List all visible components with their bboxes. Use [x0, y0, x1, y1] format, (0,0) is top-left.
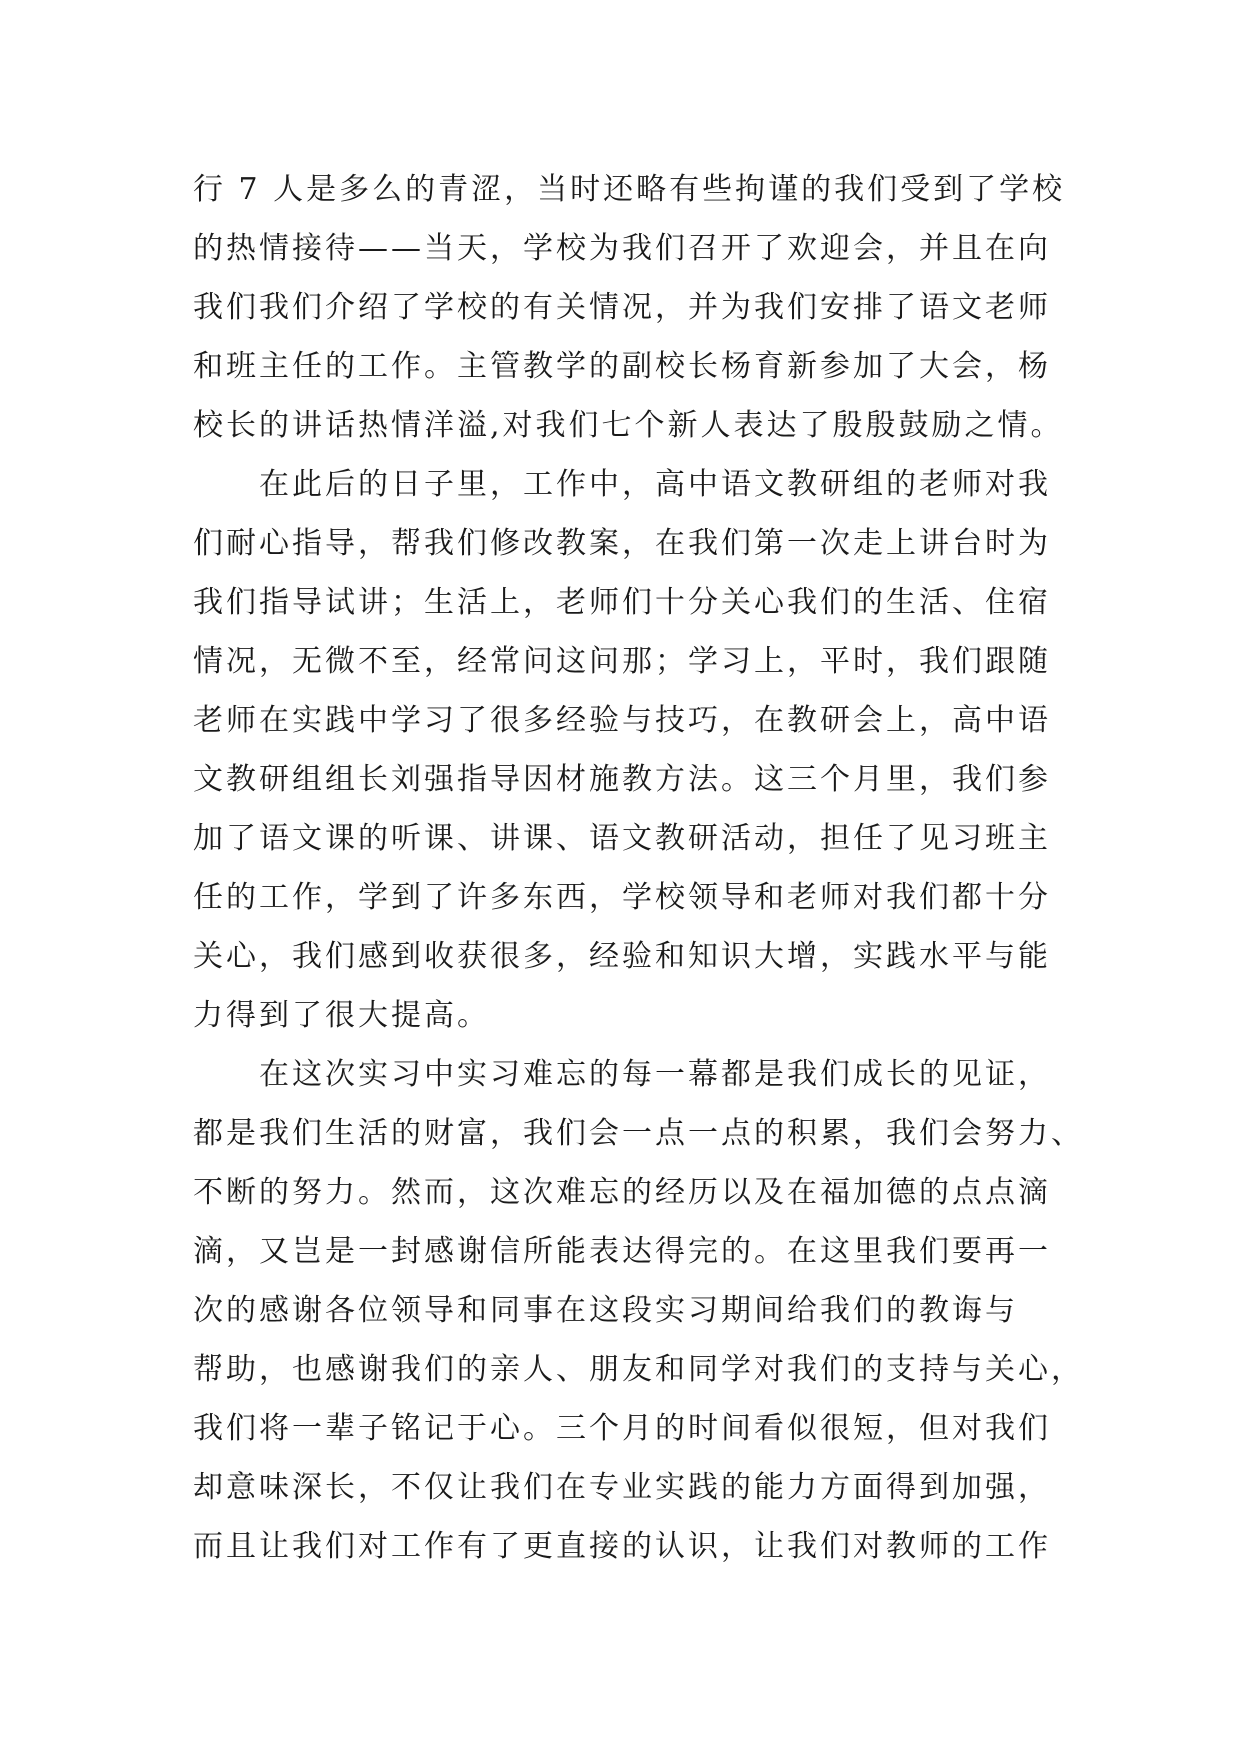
text-line: 老师在实践中学习了很多经验与技巧，在教研会上，高中语	[193, 703, 1051, 738]
text-line: 次的感谢各位领导和同事在这段实习期间给我们的教诲与	[193, 1293, 1018, 1328]
text-line: 力得到了很大提高。	[193, 998, 490, 1033]
text-line: 们耐心指导，帮我们修改教案，在我们第一次走上讲台时为	[193, 526, 1051, 561]
text-line: 校长的讲话热情洋溢,对我们七个新人表达了殷殷鼓励之情。	[193, 408, 1064, 443]
text-line: 文教研组组长刘强指导因材施教方法。这三个月里，我们参	[193, 762, 1051, 797]
text-line: 帮助，也感谢我们的亲人、朋友和同学对我们的支持与关心，	[193, 1352, 1084, 1387]
text-line: 却意味深长，不仅让我们在专业实践的能力方面得到加强，	[193, 1470, 1051, 1505]
text-line: 都是我们生活的财富，我们会一点一点的积累，我们会努力、	[193, 1116, 1084, 1151]
paragraph-first-line: 在这次实习中实习难忘的每一幕都是我们成长的见证，	[259, 1057, 1051, 1092]
text-line: 情况，无微不至，经常问这问那；学习上，平时，我们跟随	[193, 644, 1051, 679]
paragraph-first-line: 在此后的日子里，工作中，高中语文教研组的老师对我	[259, 467, 1051, 502]
text-line: 加了语文课的听课、讲课、语文教研活动，担任了见习班主	[193, 821, 1051, 856]
text-line: 的热情接待——当天，学校为我们召开了欢迎会，并且在向	[193, 231, 1051, 266]
text-line: 任的工作，学到了许多东西，学校领导和老师对我们都十分	[193, 880, 1051, 915]
text-line: 滴，又岂是一封感谢信所能表达得完的。在这里我们要再一	[193, 1234, 1051, 1269]
text-line: 行 7 人是多么的青涩，当时还略有些拘谨的我们受到了学校	[193, 172, 1066, 207]
text-line: 和班主任的工作。主管教学的副校长杨育新参加了大会，杨	[193, 349, 1051, 384]
text-line: 而且让我们对工作有了更直接的认识，让我们对教师的工作	[193, 1529, 1051, 1564]
text-line: 我们我们介绍了学校的有关情况，并为我们安排了语文老师	[193, 290, 1051, 325]
text-line: 不断的努力。然而，这次难忘的经历以及在福加德的点点滴	[193, 1175, 1051, 1210]
text-line: 我们将一辈子铭记于心。三个月的时间看似很短，但对我们	[193, 1411, 1051, 1446]
document-body	[193, 160, 1084, 1576]
text-line: 关心，我们感到收获很多，经验和知识大增，实践水平与能	[193, 939, 1051, 974]
text-line: 我们指导试讲；生活上，老师们十分关心我们的生活、住宿	[193, 585, 1051, 620]
